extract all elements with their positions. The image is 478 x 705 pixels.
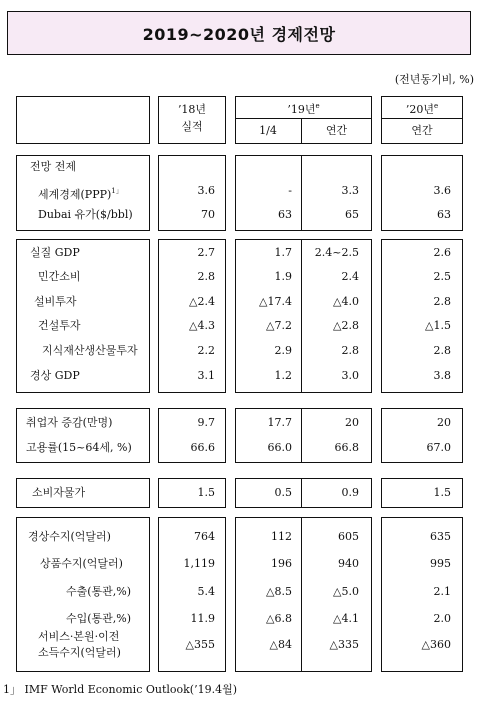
- data-row-2-1-q1: 66.0: [267, 441, 292, 454]
- data-row-1-0-label: 실질 GDP: [30, 246, 80, 259]
- data-row-4-3-q1: △6.8: [266, 612, 292, 625]
- data-row-0-1-label: 세계경제(PPP)$^{1」}$: [38, 187, 123, 201]
- data-row-1-0-v18: 2.7: [197, 246, 215, 259]
- data-row-0-1-v18: 3.6: [197, 184, 215, 197]
- data-row-3-0-y20: 1.5: [433, 486, 451, 499]
- data-row-1-2-q1: △17.4: [259, 295, 292, 308]
- data-row-0-1-y20: 3.6: [433, 184, 451, 197]
- data-row-4-1-y20: 995: [430, 557, 451, 570]
- data-row-4-3-y19: △4.1: [333, 612, 359, 625]
- data-row-1-5-y19: 3.0: [341, 369, 359, 382]
- data-row-0-1-label-sup: 1」: [111, 187, 123, 195]
- data-row-4-1-label: 상품수지(억달러): [40, 557, 123, 570]
- header-18-line1: ’18년: [177, 103, 207, 116]
- data-row-1-0-y19: 2.4~2.5: [314, 246, 359, 259]
- data-row-1-3-y19: △2.8: [333, 319, 359, 332]
- data-row-1-5-v18: 3.1: [197, 369, 215, 382]
- data-row-4-2-y20: 2.1: [433, 585, 451, 598]
- data-row-1-1-label: 민간소비: [38, 270, 81, 283]
- unit-note: (전년동기비, %): [394, 73, 474, 86]
- data-row-4-0-y19: 605: [338, 530, 359, 543]
- data-row-1-0-q1: 1.7: [274, 246, 292, 259]
- data-row-2-0-y20: 20: [437, 416, 451, 429]
- data-row-4-4-v18: △355: [185, 638, 215, 651]
- header-20-divider: [381, 118, 463, 119]
- data-row-0-1-q1: -: [288, 184, 292, 197]
- data-row-2-1-y20: 67.0: [426, 441, 451, 454]
- data-row-0-1-y19: 3.3: [341, 184, 359, 197]
- header-19-sup: e: [315, 102, 320, 110]
- header-19-label: ’19년$^e$: [287, 102, 320, 116]
- page-title-text: 2019~2020년 경제전망: [142, 24, 336, 44]
- data-row-1-4-v18: 2.2: [197, 344, 215, 357]
- header-19-divider: [235, 118, 372, 119]
- footnote: 1」 IMF World Economic Outlook(’19.4월): [3, 683, 238, 696]
- header-19-q1: 1/4: [259, 124, 277, 137]
- data-row-3-0-q1: 0.5: [274, 486, 292, 499]
- data-row-4-1-y19: 940: [338, 557, 359, 570]
- data-row-0-2-y19: 65: [345, 208, 359, 221]
- data-row-1-2-y19: △4.0: [333, 295, 359, 308]
- data-row-2-0-y19: 20: [345, 416, 359, 429]
- header-19-annual: 연간: [325, 124, 348, 137]
- header-20-sup: e: [433, 102, 439, 110]
- data-row-4-4-label2: 소득수지(억달러): [38, 646, 121, 659]
- data-row-2-1-label: 고용률(15~64세, %): [26, 441, 132, 454]
- data-row-1-3-v18: △4.3: [189, 319, 215, 332]
- data-row-0-2-v18: 70: [201, 208, 215, 221]
- data-row-1-4-y19: 2.8: [341, 344, 359, 357]
- data-row-4-4-y19: △335: [329, 638, 359, 651]
- header-20-label: ’20년$^e$: [405, 102, 439, 116]
- data-row-4-0-label: 경상수지(억달러): [28, 530, 111, 543]
- data-row-4-4-label: 서비스·본원·이전: [38, 630, 120, 643]
- header-box-label: [16, 96, 150, 144]
- data-row-3-0-v18: 1.5: [197, 486, 215, 499]
- data-row-1-2-label: 설비투자: [34, 295, 77, 308]
- data-row-1-3-label: 건설투자: [38, 319, 81, 332]
- data-row-2-0-v18: 9.7: [197, 416, 215, 429]
- data-row-4-1-q1: 196: [271, 557, 292, 570]
- data-row-1-0-y20: 2.6: [433, 246, 451, 259]
- data-row-1-2-y20: 2.8: [433, 295, 451, 308]
- header-18-line2: 실적: [181, 120, 203, 133]
- data-row-4-2-v18: 5.4: [197, 585, 215, 598]
- data-row-4-3-y20: 2.0: [433, 612, 451, 625]
- data-row-4-0-y20: 635: [430, 530, 451, 543]
- data-row-0-0-label: 전망 전제: [30, 160, 77, 173]
- data-row-3-0-label: 소비자물가: [32, 486, 86, 499]
- data-row-1-1-y20: 2.5: [433, 270, 451, 283]
- data-row-1-5-y20: 3.8: [433, 369, 451, 382]
- data-row-4-3-label: 수입(통관,%): [66, 612, 132, 625]
- data-row-1-3-y20: △1.5: [425, 319, 451, 332]
- data-row-1-5-q1: 1.2: [274, 369, 292, 382]
- data-row-4-4-q1: △84: [269, 638, 292, 651]
- page-title: [7, 11, 471, 55]
- data-row-4-3-v18: 11.9: [190, 612, 215, 625]
- data-row-2-0-label: 취업자 증감(만명): [26, 416, 113, 429]
- data-row-1-1-q1: 1.9: [274, 270, 292, 283]
- data-row-4-2-y19: △5.0: [333, 585, 359, 598]
- data-row-1-3-q1: △7.2: [266, 319, 292, 332]
- data-row-4-2-q1: △8.5: [266, 585, 292, 598]
- data-row-2-0-q1: 17.7: [267, 416, 292, 429]
- header-20-annual: 연간: [411, 124, 433, 137]
- data-row-2-1-y19: 66.8: [334, 441, 359, 454]
- data-row-4-1-v18: 1,119: [183, 557, 215, 570]
- data-row-1-4-q1: 2.9: [274, 344, 292, 357]
- data-row-4-4-y20: △360: [421, 638, 451, 651]
- data-row-0-2-label: Dubai 유가($/bbl): [38, 208, 133, 221]
- data-row-1-4-label: 지식재산생산물투자: [42, 344, 138, 357]
- data-row-0-2-y20: 63: [437, 208, 451, 221]
- data-row-0-2-q1: 63: [278, 208, 292, 221]
- data-row-1-5-label: 경상 GDP: [30, 369, 80, 382]
- data-row-1-4-y20: 2.8: [433, 344, 451, 357]
- data-row-1-2-v18: △2.4: [189, 295, 215, 308]
- data-row-2-1-v18: 66.6: [190, 441, 215, 454]
- data-row-1-1-y19: 2.4: [341, 270, 359, 283]
- data-row-4-0-q1: 112: [271, 530, 292, 543]
- data-row-3-0-y19: 0.9: [341, 486, 359, 499]
- data-row-4-2-label: 수출(통관,%): [66, 585, 132, 598]
- data-row-4-0-v18: 764: [194, 530, 215, 543]
- data-row-1-1-v18: 2.8: [197, 270, 215, 283]
